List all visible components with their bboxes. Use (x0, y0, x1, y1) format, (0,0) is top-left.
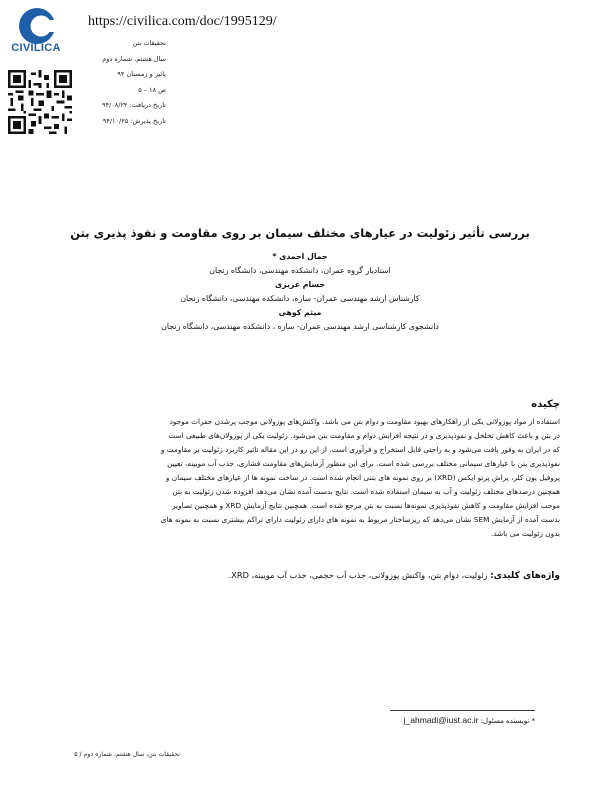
page-footer: تحقیقات بتن، سال هشتم، شماره دوم / ۵ (74, 751, 180, 758)
author-name: حسام عزیزی (274, 280, 325, 289)
abstract-line: بدون زئولیت می باشد. (490, 529, 560, 538)
journal-info (96, 36, 166, 129)
paper-title: بررسی تأثیر زئولیت در عیارهای مختلف سیمان بر روی مقاومت و نفوذ پذیری بتن (70, 226, 530, 240)
author-affiliation: کارشناس ارشد مهندسی عمران- سازه، دانشکده مهندسی، دانشگاه زنجان (180, 294, 420, 303)
footnote-label: * نویسنده مسئول: (480, 717, 535, 725)
keywords-label: واژه‌های کلیدی: (490, 571, 560, 581)
journal-season: پائیز و زمستان ۹۴ (117, 70, 166, 78)
abstract-line: بدست آمده از آزمایش SEM نشان می‌دهد که ریزساختار مربوط به نمونه های دارای زئولیت دارای تراکم بیشتری نسبت به نمونه های (160, 515, 560, 524)
journal-volume: سال هشتم، شماره دوم (102, 54, 166, 63)
author-name: جمال احمدی * (272, 252, 328, 261)
journal-pages: ص ۱۸ – ۵ (138, 85, 166, 94)
author-list (120, 250, 480, 334)
abstract-line: همچنین درصدهای مختلف زئولیت و آب به سیمان استفاده شده است. نتایج بدست آمده نشان می‌دهد افزوده شدن زئولیت به بتن (172, 487, 560, 496)
author-name: میثم کوهی (278, 308, 322, 317)
keywords (40, 570, 560, 581)
abstract-line: موجب افزایش مقاومت و کاهش نفوذپذیری نمونه‌ها نسبت به بتن مرجع شده است. همچنین نتایج آزمایش XRD و همچنین تصاویر (172, 501, 560, 510)
accepted-date: تاریخ پذیرش: ۹۴/۱۰/۲۵ (102, 116, 166, 125)
abstract-line: در بتن و باعث کاهش تخلخل و نفوذپذیری و در نتیجه افزایش دوام و مقاومت بتن می‌شود. زئولیت یکی از پوزولان‌های طبیعی است (168, 431, 560, 440)
abstract-line: استفاده از مواد پوزولانی یکی از راهکارهای بهبود مقاومت و دوام بتن می باشد. واکنش‌های پوزولانی موجب پرشدن حفرات موجود (169, 417, 560, 426)
document-url[interactable]: https://civilica.com/doc/1995129/ (88, 14, 277, 29)
abstract-line: پروفیل یون کلر، پراش پرتو ایکس (XRD) بر روی نمونه های بتنی انجام شده است. در ساخت نمونه ها از عیارهای مختلف سیمان و (165, 473, 560, 482)
author-email[interactable]: j_ahmadi@iust.ac.ir (403, 715, 479, 725)
keywords-text: زئولیت، دوام بتن، واکنش پوزولانی، جذب آب حجمی، جذب آب مویینه، XRD. (228, 570, 488, 580)
author-affiliation: استادیار گروه عمران، دانشکده مهندسی، دانشگاه زنجان (209, 266, 391, 275)
abstract-line: نفوذپذیری بتن با عیارهای سیمانی مختلف بررسی شده است. برای این منظور آزمایش‌های مقاومت فشاری، جذب آب مویینه، تعیین (167, 459, 560, 468)
corresponding-author-footnote (300, 715, 535, 725)
abstract-line: که در ایران به وفور یافت می‌شود و به راحتی قابل استخراج و فرآوری است. از این رو در این مقاله تاثیر کاربرد زئولیت بر مقاومت و (160, 445, 560, 454)
abstract-body (64, 415, 560, 541)
logo-text: CIVILICA (11, 42, 61, 54)
abstract-heading: چکیده (531, 399, 560, 410)
received-date: تاریخ دریافت: ۹۴/۰۸/۲۴ (102, 101, 166, 109)
journal-name: تحقیقات بتن (132, 39, 166, 47)
footnote-rule (390, 710, 535, 711)
qr-code-icon (8, 70, 72, 134)
author-affiliation: دانشجوی کارشناسی ارشد مهندسی عمران- سازه ، دانشکده مهندسی، دانشگاه زنجان (161, 322, 439, 331)
